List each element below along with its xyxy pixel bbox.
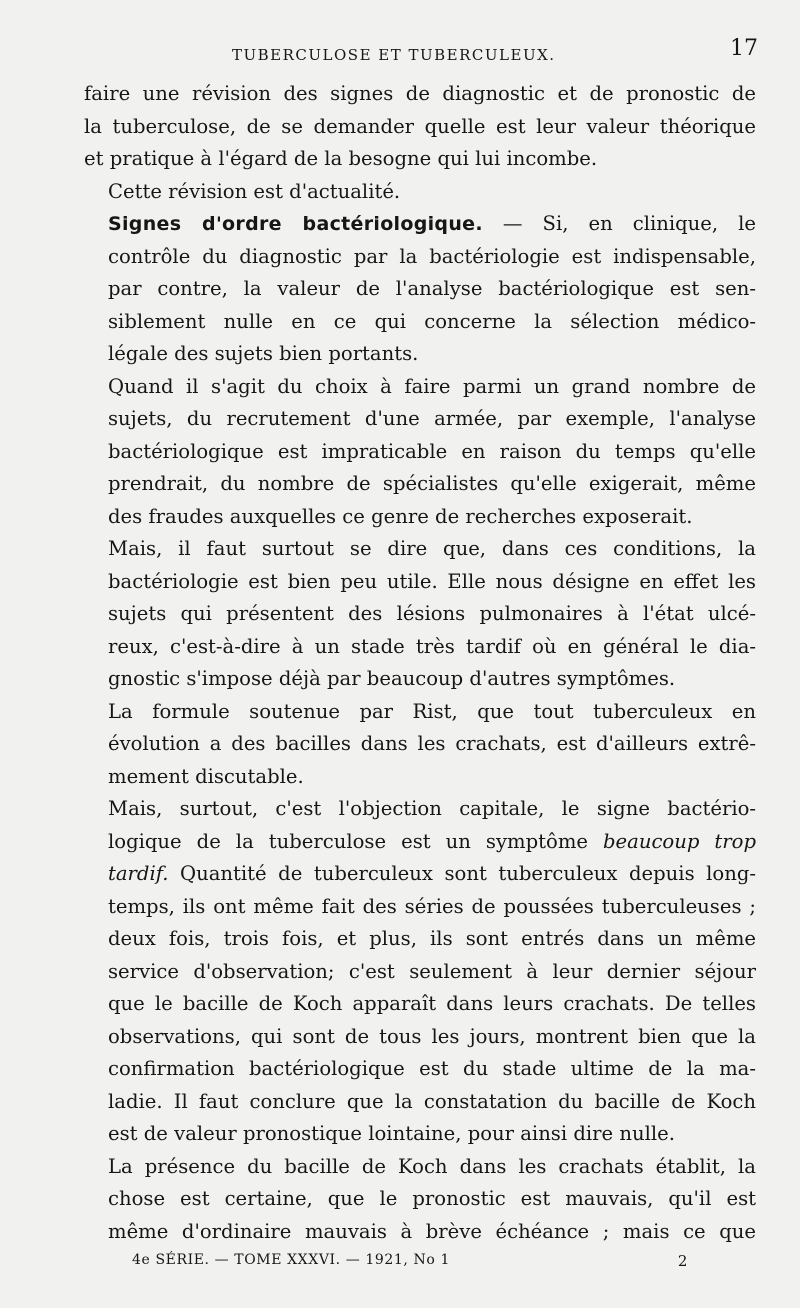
page-footer xyxy=(132,1252,688,1270)
text-line: Mais, il faut surtout se dire que, dans ces conditions, la xyxy=(108,537,756,560)
italic-text: beaucoup trop xyxy=(603,829,756,853)
text-line: bactériologie est bien peu utile. Elle nous désigne en effet les xyxy=(108,569,756,593)
paragraph-1 xyxy=(84,78,756,176)
text-line: la tuberculose, de se demander quelle est leur valeur théorique xyxy=(84,114,756,138)
text-line: que le bacille de Koch apparaît dans leurs crachats. De telles xyxy=(108,992,756,1015)
text-line: bactériologique est impraticable en raison du temps qu'elle xyxy=(108,439,756,463)
paragraph-7 xyxy=(84,793,756,1151)
text-line: contrôle du diagnostic par la bactériologie est indispensable, xyxy=(108,244,756,268)
paragraph-3 xyxy=(84,208,756,371)
text-line: Signes d'ordre bactériologique. — Si, en clinique, le xyxy=(108,212,756,235)
text-line: prendrait, du nombre de spécialistes qu'elle exigerait, même xyxy=(108,472,756,495)
text-line: reux, c'est-à-dire à un stade très tardif où en général le dia- xyxy=(108,634,756,658)
text-line: Cette révision est d'actualité. xyxy=(108,179,401,203)
text-line: même d'ordinaire mauvais à brève échéance ; mais ce que xyxy=(108,1219,756,1243)
paragraph-8 xyxy=(84,1151,756,1249)
text-line: observations, qui sont de tous les jours, montrent bien que la xyxy=(108,1024,756,1048)
text-line: par contre, la valeur de l'analyse bactériologique est sen- xyxy=(108,277,756,300)
text-line: faire une révision des signes de diagnostic et de pronostic de xyxy=(84,82,756,105)
text-line: des fraudes auxquelles ce genre de recherches exposerait. xyxy=(108,504,693,528)
signature-mark: 2 xyxy=(677,1252,688,1270)
running-head xyxy=(84,34,756,74)
page-number: 17 xyxy=(730,36,758,61)
text-line: La présence du bacille de Koch dans les crachats établit, la xyxy=(108,1154,756,1178)
text-line: chose est certaine, que le pronostic est mauvais, qu'il est xyxy=(108,1187,756,1210)
text-line: gnostic s'impose déjà par beaucoup d'autres symptômes. xyxy=(108,667,676,690)
text-line: tardif. Quantité de tuberculeux sont tuberculeux depuis long- xyxy=(108,862,756,885)
text-line: légale des sujets bien portants. xyxy=(108,342,419,365)
text-line: siblement nulle en ce qui concerne la sélection médico- xyxy=(108,309,756,333)
text-line: confirmation bactériologique est du stade ultime de la ma- xyxy=(108,1057,756,1080)
section-heading: Signes d'ordre bactériologique. xyxy=(108,213,483,235)
text-line: Quand il s'agit du choix à faire parmi un grand nombre de xyxy=(108,374,756,398)
text-line: sujets, du recrutement d'une armée, par exemple, l'analyse xyxy=(108,407,756,430)
series-line: 4e SÉRIE. — TOME XXXVI. — 1921, No 1 xyxy=(132,1252,450,1268)
text-line: Mais, surtout, c'est l'objection capitale, le signe bactério- xyxy=(108,797,756,820)
paragraph-5 xyxy=(84,533,756,696)
paragraph-4 xyxy=(84,371,756,534)
text-line: La formule soutenue par Rist, que tout tuberculeux en xyxy=(108,699,756,723)
text-line: temps, ils ont même fait des séries de poussées tuberculeuses ; xyxy=(108,894,756,918)
text-line: service d'observation; c'est seulement à leur dernier séjour xyxy=(108,959,756,983)
italic-text: tardif. xyxy=(108,862,169,885)
text-line: ladie. Il faut conclure que la constatation du bacille de Koch xyxy=(108,1089,756,1113)
text-line: mement discutable. xyxy=(108,764,304,788)
paragraph-6 xyxy=(84,696,756,794)
text-line: deux fois, trois fois, et plus, ils sont entrés dans un même xyxy=(108,927,756,950)
paragraph-2 xyxy=(84,176,756,209)
text-line: sujets qui présentent des lésions pulmonaires à l'état ulcé- xyxy=(108,602,756,625)
text-line: évolution a des bacilles dans les crachats, est d'ailleurs extrê- xyxy=(108,732,756,755)
body-text xyxy=(84,78,756,1248)
running-title: TUBERCULOSE ET TUBERCULEUX. xyxy=(232,46,556,64)
text-line: est de valeur pronostique lointaine, pour ainsi dire nulle. xyxy=(108,1122,675,1145)
text-line: logique de la tuberculose est un symptôme beaucoup trop xyxy=(108,829,756,853)
text-line: et pratique à l'égard de la besogne qui lui incombe. xyxy=(84,147,598,170)
